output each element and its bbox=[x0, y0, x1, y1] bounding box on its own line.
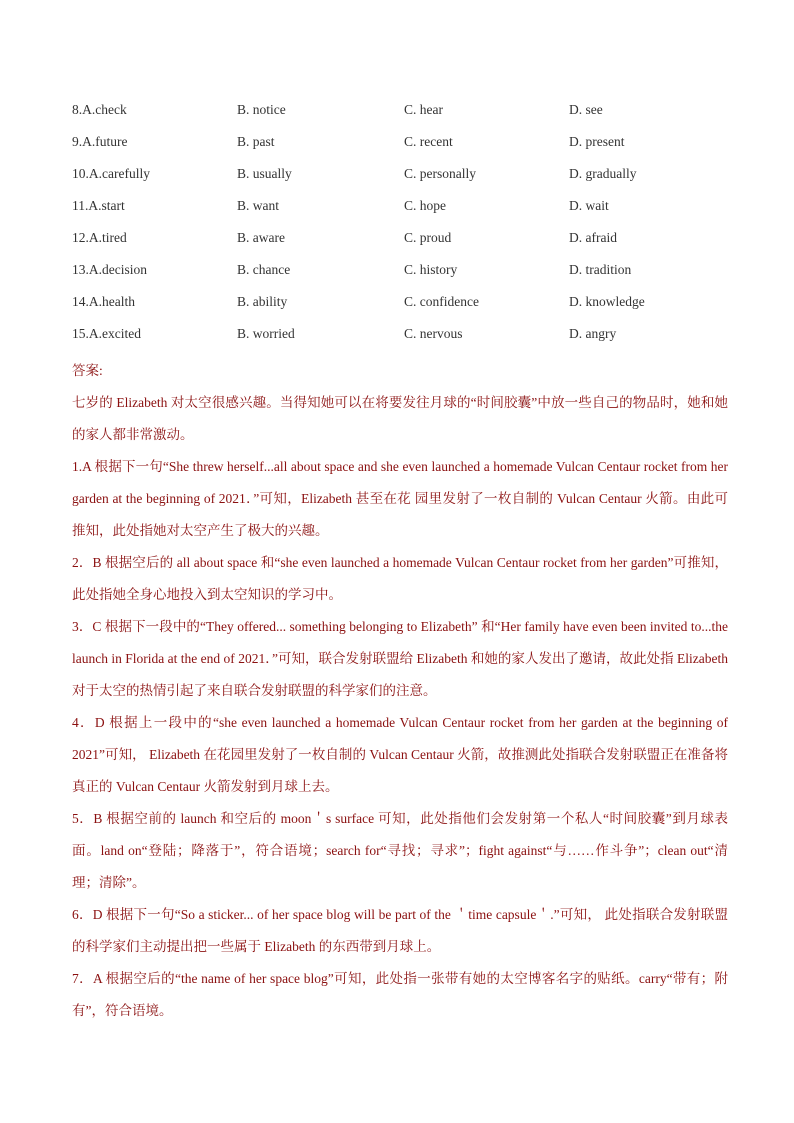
option-d: D. afraid bbox=[569, 230, 617, 245]
option-c: C. proud bbox=[404, 230, 452, 245]
option-b: B. chance bbox=[237, 262, 291, 277]
option-a: 14.A.health bbox=[72, 294, 135, 309]
option-b: B. past bbox=[237, 134, 275, 149]
option-b: B. ability bbox=[237, 294, 288, 309]
option-row-9 bbox=[72, 132, 732, 164]
explanation-7: 7．A 根据空后的“the name of her space blog”可知，此处指一张带有她的太空博客名字的贴纸。carry“带有；附有”，符合语境。 bbox=[72, 971, 728, 1018]
explanation-1: 1.A 根据下一句“She threw herself...all about space and she even launched a homemade Vulcan Centaur rocket from her garden at the beginning of 2021．”可知，Elizabeth 甚至在花 园里发射了一枚自制的 Vulcan Centaur 火箭。由此可推知，此处指她对太空产生了极大的兴趣。 bbox=[72, 459, 728, 538]
explanation-3: 3．C 根据下一段中的“They offered... something belonging to Elizabeth” 和“Her family have even been invited to...the launch in Florida at the end of 2021．”可知，联合发射联盟给 Elizabeth 和她的家人发出了邀请，故此处指 Elizabeth 对于太空的热情引起了来自联合发射联盟的科学家们的注意。 bbox=[72, 619, 728, 698]
answer-options-list bbox=[72, 100, 732, 356]
option-c: C. history bbox=[404, 262, 458, 277]
option-b: B. usually bbox=[237, 166, 292, 181]
option-b: B. want bbox=[237, 198, 279, 213]
explanation-5: 5．B 根据空前的 launch 和空后的 moon＇s surface 可知，此处指他们会发射第一个私人“时间胶囊”到月球表面。land on“登陆；降落于”，符合语境；search for“寻找；寻求”；fight against“与……作斗争”；clean out“清理；清除”。 bbox=[72, 811, 728, 890]
option-a: 9.A.future bbox=[72, 134, 128, 149]
option-a: 15.A.excited bbox=[72, 326, 141, 341]
option-row-8 bbox=[72, 100, 732, 132]
option-d: D. see bbox=[569, 102, 603, 117]
option-row-11 bbox=[72, 196, 732, 228]
option-d: D. gradually bbox=[569, 166, 637, 181]
option-a: 10.A.carefully bbox=[72, 166, 150, 181]
answer-label: 答案: bbox=[72, 363, 103, 378]
option-a: 13.A.decision bbox=[72, 262, 147, 277]
option-row-13 bbox=[72, 260, 732, 292]
option-c: C. hope bbox=[404, 198, 446, 213]
option-row-12 bbox=[72, 228, 732, 260]
explanation-2: 2．B 根据空后的 all about space 和“she even launched a homemade Vulcan Centaur rocket from her garden”可推知，此处指她全身心地投入到太空知识的学习中。 bbox=[72, 555, 728, 602]
option-c: C. hear bbox=[404, 102, 443, 117]
option-d: D. angry bbox=[569, 326, 617, 341]
option-d: D. knowledge bbox=[569, 294, 645, 309]
option-a: 12.A.tired bbox=[72, 230, 127, 245]
option-a: 11.A.start bbox=[72, 198, 125, 213]
option-a: 8.A.check bbox=[72, 102, 127, 117]
option-row-14 bbox=[72, 292, 732, 324]
option-row-15 bbox=[72, 324, 732, 356]
explanation-4: 4．D 根据上一段中的“she even launched a homemade Vulcan Centaur rocket from her garden at the beginning of 2021”可知， Elizabeth 在花园里发射了一枚自制的 Vulcan Centaur 火箭，故推测此处指联合发射联盟正在准备将真正的 Vulcan Centaur 火箭发射到月球上去。 bbox=[72, 715, 728, 794]
option-row-10 bbox=[72, 164, 732, 196]
explanation-6: 6．D 根据下一句“So a sticker... of her space blog will be part of the ＇time capsule＇.”可知， 此处指联合发射联盟的科学家们主动提出把一些属于 Elizabeth 的东西带到月球上。 bbox=[72, 907, 728, 954]
option-d: D. wait bbox=[569, 198, 609, 213]
option-b: B. aware bbox=[237, 230, 285, 245]
option-c: C. recent bbox=[404, 134, 453, 149]
passage-summary: 七岁的 Elizabeth 对太空很感兴趣。当得知她可以在将要发往月球的“时间胶囊”中放一些自己的物品时，她和她的家人都非常激动。 bbox=[72, 395, 728, 442]
option-b: B. notice bbox=[237, 102, 286, 117]
option-b: B. worried bbox=[237, 326, 295, 341]
answer-explanations bbox=[72, 355, 728, 1027]
option-c: C. nervous bbox=[404, 326, 463, 341]
option-d: D. tradition bbox=[569, 262, 632, 277]
option-c: C. personally bbox=[404, 166, 476, 181]
option-c: C. confidence bbox=[404, 294, 479, 309]
option-d: D. present bbox=[569, 134, 625, 149]
